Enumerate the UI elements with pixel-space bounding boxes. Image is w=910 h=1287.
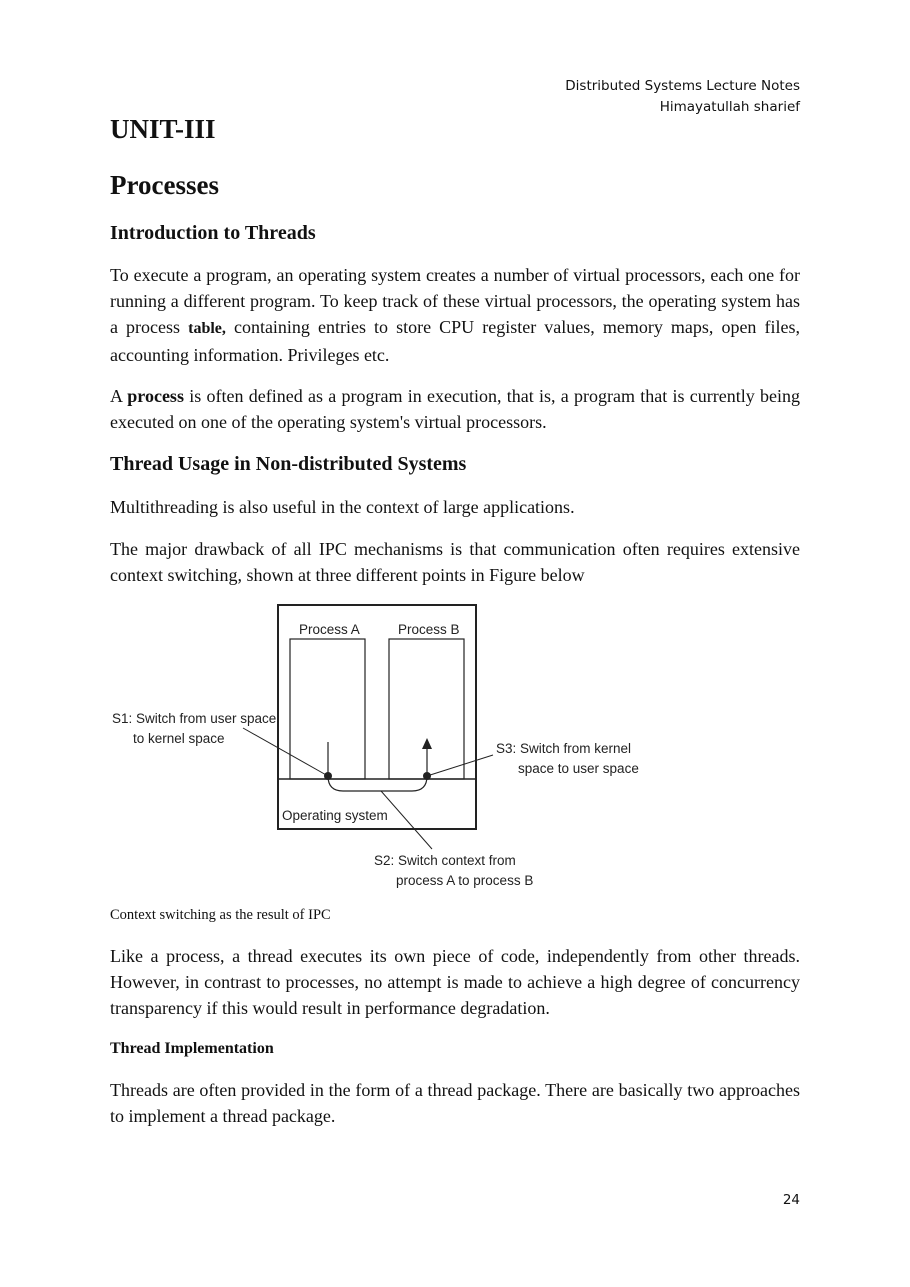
paragraph-process-definition [110, 383, 800, 435]
process-a-label: Process A [299, 622, 360, 637]
s3-label-line2: space to user space [518, 761, 639, 776]
paragraph-multithreading: Multithreading is also useful in the context of large applications. [110, 497, 575, 517]
s1-label-line1: S1: Switch from user space [112, 711, 277, 726]
s2-label-line1: S2: Switch context from [374, 853, 516, 868]
s2-label-line2: process A to process B [396, 873, 534, 888]
paragraph-text: containing entries to store CPU register values, memory maps, open files, accounting information. Privileges etc. [110, 317, 800, 365]
header-course-title: Distributed Systems Lecture Notes [565, 78, 800, 94]
context-switch-figure [100, 595, 660, 895]
paragraph-thread-vs-process: Like a process, a thread executes its own piece of code, independently from other threads. However, in contrast to processes, no attempt is made to achieve a high degree of concurrency transparency if this would result in performance degradation. [110, 946, 800, 1018]
paragraph-text: A [110, 386, 128, 406]
heading-thread-implementation: Thread Implementation [110, 1040, 274, 1057]
heading-introduction-to-threads: Introduction to Threads [110, 222, 316, 244]
process-b-label: Process B [398, 622, 460, 637]
bold-term-table: table, [188, 320, 226, 337]
running-header [565, 76, 800, 118]
s1-label-line2: to kernel space [133, 731, 225, 746]
paragraph-thread-package: Threads are often provided in the form of a thread package. There are basically two approaches to implement a thread package. [110, 1080, 800, 1126]
s2-leader-line [381, 791, 432, 849]
paragraph-text: To execute a program, an operating system creates a number of virtual processors, each one for running a different program. To keep track of these virtual processors, the operating system has a process [110, 265, 800, 337]
paragraph-process-table [110, 262, 800, 368]
up-arrow-icon [422, 738, 432, 749]
s3-leader-line [427, 755, 493, 776]
heading-thread-usage: Thread Usage in Non-distributed Systems [110, 453, 467, 475]
figure-caption: Context switching as the result of IPC [110, 907, 331, 923]
s3-label-line1: S3: Switch from kernel [496, 741, 632, 756]
chapter-title: Processes [110, 170, 219, 200]
unit-title: UNIT-III [110, 114, 216, 144]
bold-term-process: process [127, 386, 184, 406]
page-number: 24 [782, 1192, 800, 1208]
paragraph-text: is often defined as a program in execution, that is, a program that is currently being executed on one of the operating system's virtual processors. [110, 386, 800, 432]
header-author: Himayatullah sharief [659, 99, 800, 115]
paragraph-ipc-drawback: The major drawback of all IPC mechanisms is that communication often requires extensive context switching, shown at three different points in Figure below [110, 539, 800, 585]
os-label: Operating system [282, 808, 388, 823]
s1-leader-line [243, 728, 328, 776]
